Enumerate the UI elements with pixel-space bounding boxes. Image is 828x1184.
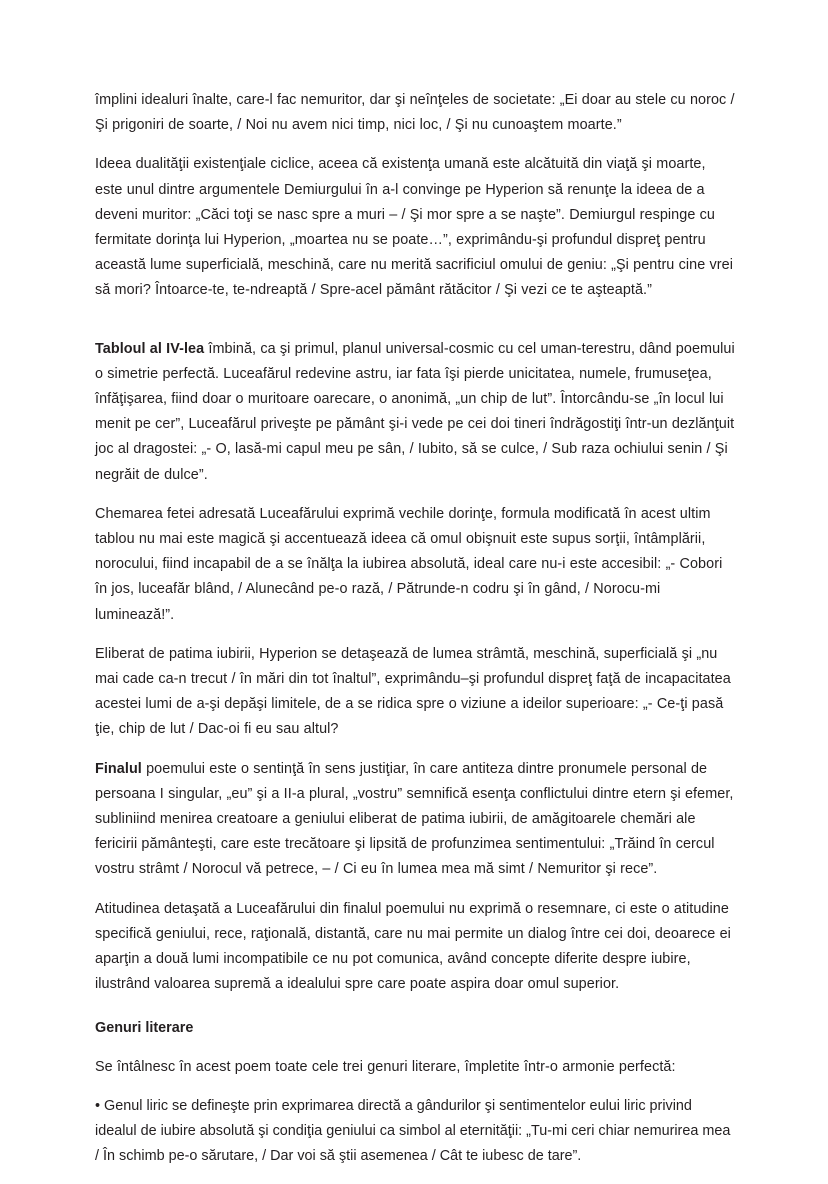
paragraph-lead-tabloul-iv: Tabloul al IV-lea bbox=[95, 340, 205, 357]
section-heading-genuri-literare: Genuri literare bbox=[95, 1019, 194, 1036]
paragraph-duality-idea: Ideea dualităţii existenţiale ciclice, aceea că existenţa umană este alcătuită din viaţă şi moarte, este unul dintre argumentele Demiurgului în a-l convinge pe Hyperion să renunţe la ideea de a deveni muritor: „Căci toţi se nasc spre a muri – / Şi mor spre a se naşte”. Demiurgul respinge cu fermitate dorinţa lui Hyperion, „moartea nu se poate…”, exprimându-şi profundul dispreţ pentru această lume superficială, meschină, care nu merită sacrificiul omului de geniu: „Şi pentru cine vrei să mori? Întoarce-te, te-ndreaptă / Spre-acel pământ rătăcitor / Şi vezi ce te aşteaptă.” bbox=[95, 156, 733, 299]
bullet-icon: • bbox=[95, 1097, 101, 1114]
paragraph-genuri-intro: Se întâlnesc în acest poem toate cele trei genuri literare, împletite într-o armonie perfectă: bbox=[95, 1058, 676, 1075]
paragraph-finalul-text: poemului este o sentinţă în sens justiţiar, în care antiteza dintre pronumele personal de persoana I singular, „eu” şi a II-a plural, „vostru” semnifică esenţa conflictului dintre etern şi efemer, subliniind menirea creatoare a geniului eliberat de patima iubirii, de amăgitoarele chemări ale fericirii pământeşti, care este trecătoare şi lipsită de profunzimea sentimentului: „Trăind în cercul vostru strâmt / Norocul vă petrece, – / Ci eu în lumea mea mă simt / Nemuritor şi rece”. bbox=[95, 760, 734, 878]
paragraph-tabloul-iv-text: îmbină, ca şi primul, planul universal-cosmic cu cel uman-terestru, dând poemului o simetrie perfectă. Luceafărul redevine astru, iar fata îşi pierde unicitatea, numele, frumuseţea, înfăţişarea, fiind doar o muritoare oarecare, o anonimă, „un chip de lut”. Întorcându-se „în locul lui menit pe cer”, Luceafărul priveşte pe pământ şi-i vede pe cei doi tineri îndrăgostiţi într-un dezlănţuit joc al dragostei: „- O, lasă-mi capul meu pe sân, / Iubito, să se culce, / Sub raza ochiului senin / Şi negrăit de dulce”. bbox=[95, 340, 735, 483]
list-item-genul-liric-text: Genul liric se defineşte prin exprimarea directă a gândurilor şi sentimentelor eului liric privind idealul de iubire absolută şi condiţia geniului ca simbol al eternităţii: „Tu-mi ceri chiar nemurirea mea / În schimb pe-o sărutare, / Dar voi să ştii asemenea / Cât te iubesc de tare”. bbox=[95, 1097, 731, 1165]
paragraph-eliberat-de-patima: Eliberat de patima iubirii, Hyperion se detaşează de lumea strâmtă, meschină, superficială şi „nu mai cade ca-n trecut / în mări din tot înaltul”, exprimându–şi profundul dispreţ faţă de incapacitatea acestei lumi de a-şi depăşi limitele, de a se ridica spre o viziune a ideilor superioare: „- Ce-ţi pasă ţie, chip de lut / Dac-oi fi eu sau altul? bbox=[95, 645, 731, 738]
paragraph-chemarea-fetei: Chemarea fetei adresată Luceafărului exprimă vechile dorinţe, formula modificată în acest ultim tablou nu mai este magică şi accentuează ideea că omul obişnuit este supus sorţii, întâmplării, norocului, fiind incapabil de a se înălţa la iubirea absolută, ideal care nu-i este accesibil: „- Cobori în jos, luceafăr blând, / Alunecând pe-o rază, / Pătrunde-n codru şi în gând, / Norocu-mi luminează!”. bbox=[95, 505, 723, 623]
paragraph-atitudinea-detasata: Atitudinea detaşată a Luceafărului din finalul poemului nu exprimă o resemnare, ci este o atitudine specifică geniului, rece, raţională, distantă, care nu mai permite un dialog între cei doi, deoarece ei aparţin a două lumi incompatibile ce nu pot comunica, având concepte diferite despre iubire, ilustrând valoarea supremă a idealului spre care poate aspira doar omul superior. bbox=[95, 900, 731, 993]
paragraph-tabloul-iv bbox=[95, 337, 736, 488]
paragraph-finalul bbox=[95, 757, 736, 883]
document-body bbox=[95, 88, 736, 1184]
list-item-genul-liric bbox=[95, 1094, 736, 1170]
paragraph-continuation-quote: împlini idealuri înalte, care-l fac nemuritor, dar şi neînţeles de societate: „Ei doar au stele cu noroc / Şi prigoniri de soarte, / Noi nu avem nici timp, nici loc, / Şi nu cunoaştem moarte.” bbox=[95, 92, 735, 134]
paragraph-lead-finalul: Finalul bbox=[95, 760, 142, 777]
